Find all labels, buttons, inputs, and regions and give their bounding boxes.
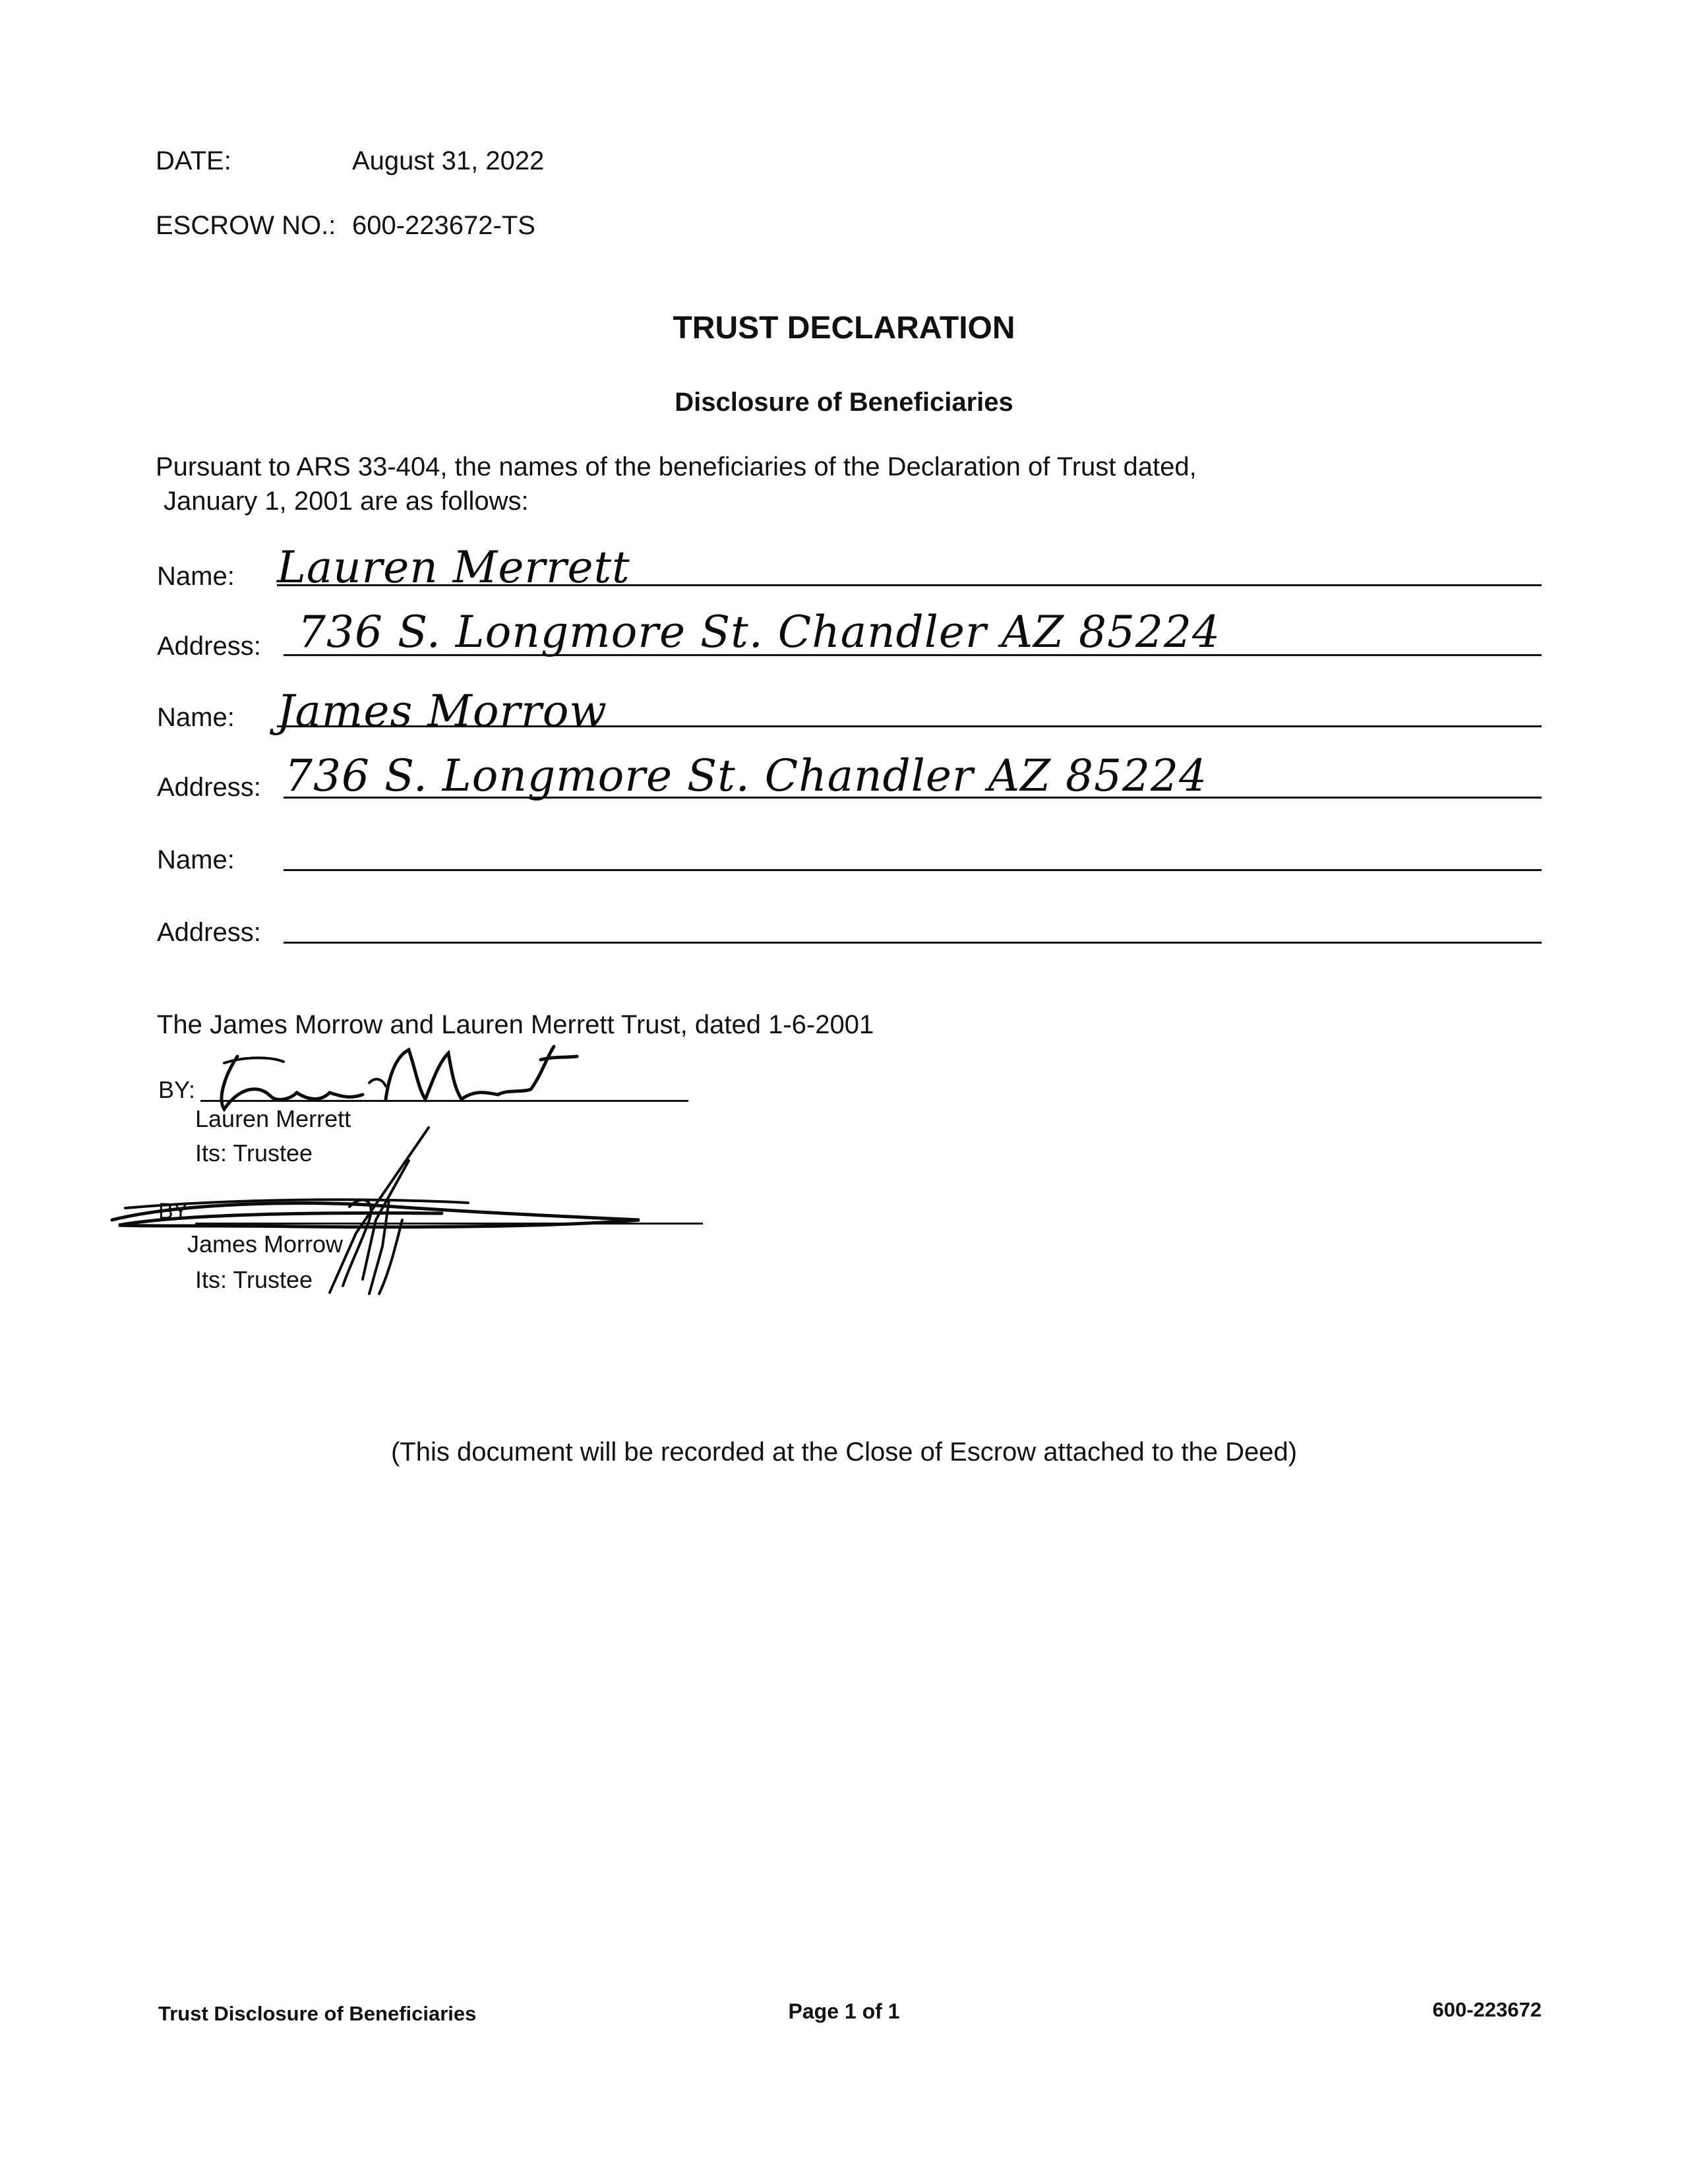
- trust-name-line: The James Morrow and Lauren Merrett Trust, dated 1-6-2001: [157, 1010, 874, 1039]
- signer-1-by-label: BY:: [158, 1076, 196, 1103]
- beneficiary-1-name-line: [277, 584, 1542, 586]
- signer-2-name: James Morrow: [187, 1230, 344, 1258]
- beneficiary-2-name: James Morrow: [277, 686, 607, 737]
- escrow-label: ESCROW NO.:: [156, 211, 336, 240]
- beneficiary-3-address-line: [284, 942, 1542, 944]
- intro-line-1: Pursuant to ARS 33-404, the names of the beneficiaries of the Declaration of Trust dated,: [156, 452, 1197, 481]
- footer-document-name: Trust Disclosure of Beneficiaries: [158, 2002, 477, 2025]
- recording-note: (This document will be recorded at the Close of Escrow attached to the Deed): [390, 1438, 1298, 1467]
- beneficiary-2-address-label: Address:: [157, 773, 261, 802]
- beneficiary-1-name: Lauren Merrett: [277, 542, 630, 593]
- beneficiary-3-address-label: Address:: [157, 918, 261, 947]
- beneficiary-1-address: 736 S. Longmore St. Chandler AZ 85224: [298, 607, 1221, 657]
- signer-2-signature: [99, 1121, 653, 1306]
- beneficiary-1-address-label: Address:: [157, 632, 261, 661]
- beneficiary-3-name-label: Name:: [157, 845, 235, 874]
- signer-2-by-label: BY:: [158, 1199, 193, 1224]
- beneficiary-2-address: 736 S. Longmore St. Chandler AZ 85224: [285, 750, 1207, 801]
- beneficiary-2-name-line: [277, 725, 1542, 727]
- footer-page-number: Page 1 of 1: [788, 1999, 900, 2023]
- document-subtitle: Disclosure of Beneficiaries: [675, 388, 1013, 417]
- date-value: August 31, 2022: [352, 146, 545, 175]
- beneficiary-1-address-line: [284, 654, 1542, 656]
- escrow-number: 600-223672-TS: [352, 211, 535, 240]
- beneficiary-1-name-label: Name:: [157, 562, 235, 591]
- beneficiary-3-name-line: [284, 869, 1542, 871]
- signer-1-role: Its: Trustee: [195, 1139, 313, 1167]
- date-label: DATE:: [156, 146, 231, 175]
- document-title: TRUST DECLARATION: [673, 311, 1015, 346]
- beneficiary-2-address-line: [284, 797, 1542, 799]
- intro-line-2: January 1, 2001 are as follows:: [164, 487, 529, 516]
- footer-escrow-number: 600-223672: [1432, 1998, 1542, 2021]
- signer-1-name: Lauren Merrett: [195, 1105, 351, 1132]
- signer-2-role: Its: Trustee: [195, 1266, 313, 1293]
- beneficiary-2-name-label: Name:: [157, 703, 235, 732]
